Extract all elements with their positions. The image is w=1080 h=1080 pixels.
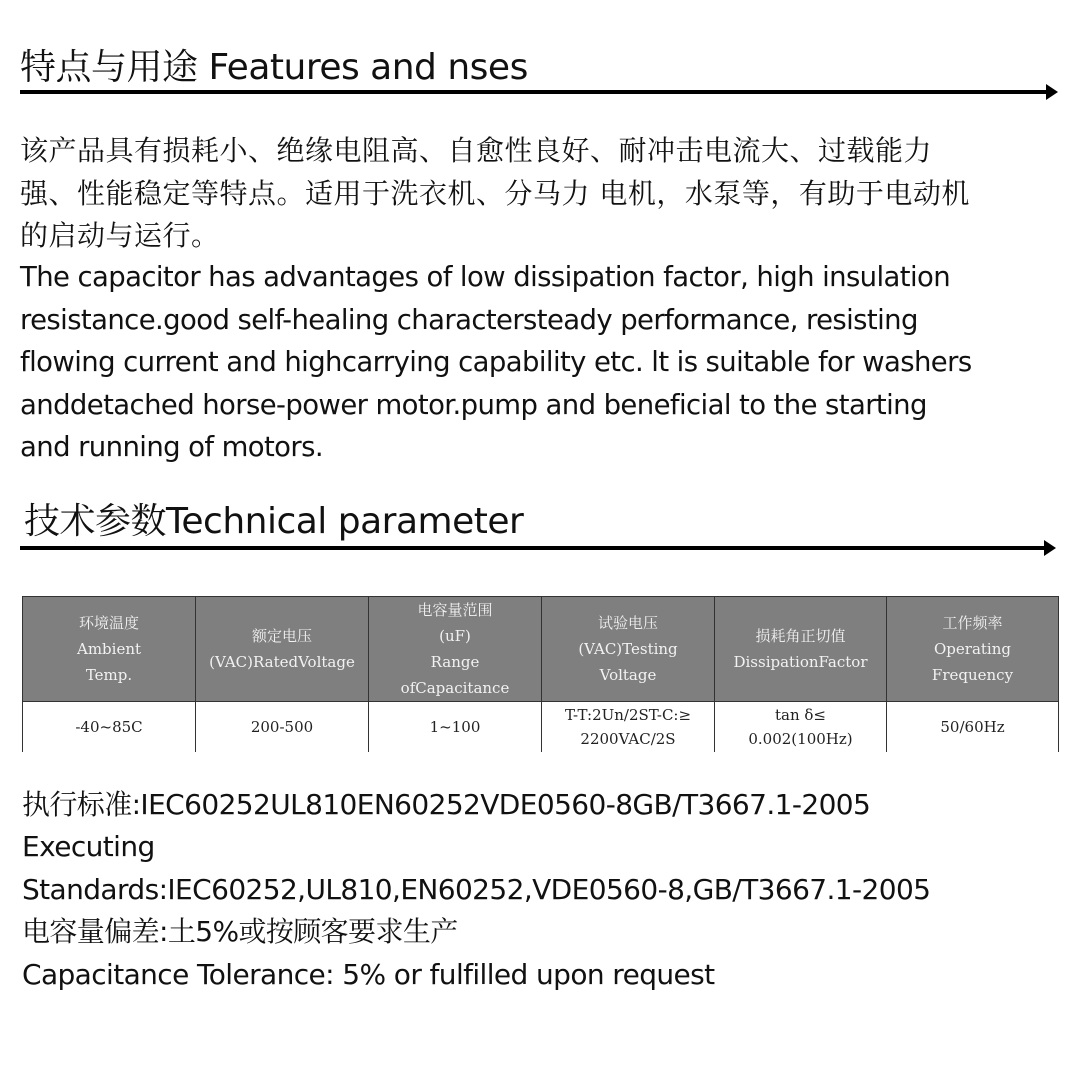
header-label-unit: (uF) [439,627,471,645]
header-dissipation-factor [715,597,887,702]
header-label-cn: 环境温度 [78,614,139,632]
technical-heading: 技术参数Technical parameter [24,501,524,542]
header-label-cn: 试验电压 [597,614,658,632]
cell-value: -40~85C [75,718,143,736]
header-testing-voltage [542,597,715,702]
header-label-en: Voltage [599,666,657,684]
features-divider [20,90,1050,94]
cell-capacitance-range [369,702,542,753]
arrow-right-icon [1044,540,1056,556]
cell-rated-voltage [196,702,369,753]
description-en-line: resistance.good self-healing charactersteady performance, resisting [20,303,918,336]
capacitance-tolerance-en: Capacitance Tolerance: 5% or fulfilled upon request [22,958,715,991]
cell-testing-voltage [542,702,715,753]
cell-value: 0.002(100Hz) [748,730,853,748]
header-label-cn: 额定电压 [251,627,312,645]
header-label-en: Frequency [931,666,1014,684]
capacitance-tolerance-cn: 电容量偏差:土5%或按顾客要求生产 [22,915,458,948]
header-ambient-temp [23,597,196,702]
cell-operating-frequency [887,702,1059,753]
header-rated-voltage [196,597,369,702]
executing-standards-cn: 执行标准:IEC60252UL810EN60252VDE0560-8GB/T3667.1-2005 [22,788,871,821]
header-label-en: (VAC)Testing [578,640,678,658]
technical-divider [20,546,1050,550]
header-label-cn: 工作频率 [942,614,1003,632]
header-operating-frequency [887,597,1059,702]
features-heading: 特点与用途 Features and nses [20,47,528,88]
table-row [23,702,1059,753]
header-label-en: (VAC)RatedVoltage [209,653,355,671]
cell-value: 2200VAC/2S [580,730,676,748]
header-label-en: Ambient [76,640,142,658]
header-label-en: DissipationFactor [733,653,868,671]
description-en-line: and running of motors. [20,431,323,463]
header-label-cn: 损耗角正切值 [755,627,846,645]
executing-standards-en-label: Executing [22,830,155,863]
description-en-line: flowing current and highcarrying capability etc. lt is suitable for washers [20,346,972,378]
executing-standards-en: Standards:IEC60252,UL810,EN60252,VDE0560-8,GB/T3667.1-2005 [22,873,931,906]
header-label-cn: 电容量范围 [417,601,493,619]
cell-value: 1~100 [429,718,481,736]
description-en-line: The capacitor has advantages of low dissipation factor, high insulation [20,261,951,293]
description-cn-line: 该产品具有损耗小、绝缘电阻高、自愈性良好、耐冲击电流大、过载能力 [20,134,933,167]
header-label-en: ofCapacitance [400,679,510,697]
header-label-en: Range [430,653,480,671]
description-en-line: anddetached horse-power motor.pump and beneficial to the starting [20,388,927,421]
cell-value: T-T:2Un/2ST-C:≥ [564,706,692,724]
header-label-en: Operating [934,640,1011,658]
technical-parameter-table [22,596,1059,752]
cell-value: tan δ≤ [775,706,826,724]
features-description-en [20,256,1070,469]
cell-value: 200-500 [250,718,314,736]
header-label-en: Temp. [85,666,133,684]
cell-value: 50/60Hz [940,718,1005,736]
description-cn-line: 强、性能稳定等特点。适用于洗衣机、分马力 电机，水泵等，有助于电动机 [20,176,970,210]
table-header-row [23,597,1059,702]
description-cn-line: 的启动与运行。 [20,219,220,252]
cell-dissipation-factor [715,702,887,753]
features-description-cn [20,130,1070,258]
cell-ambient-temp [23,702,196,753]
header-capacitance-range [369,597,542,702]
arrow-right-icon [1046,84,1058,100]
